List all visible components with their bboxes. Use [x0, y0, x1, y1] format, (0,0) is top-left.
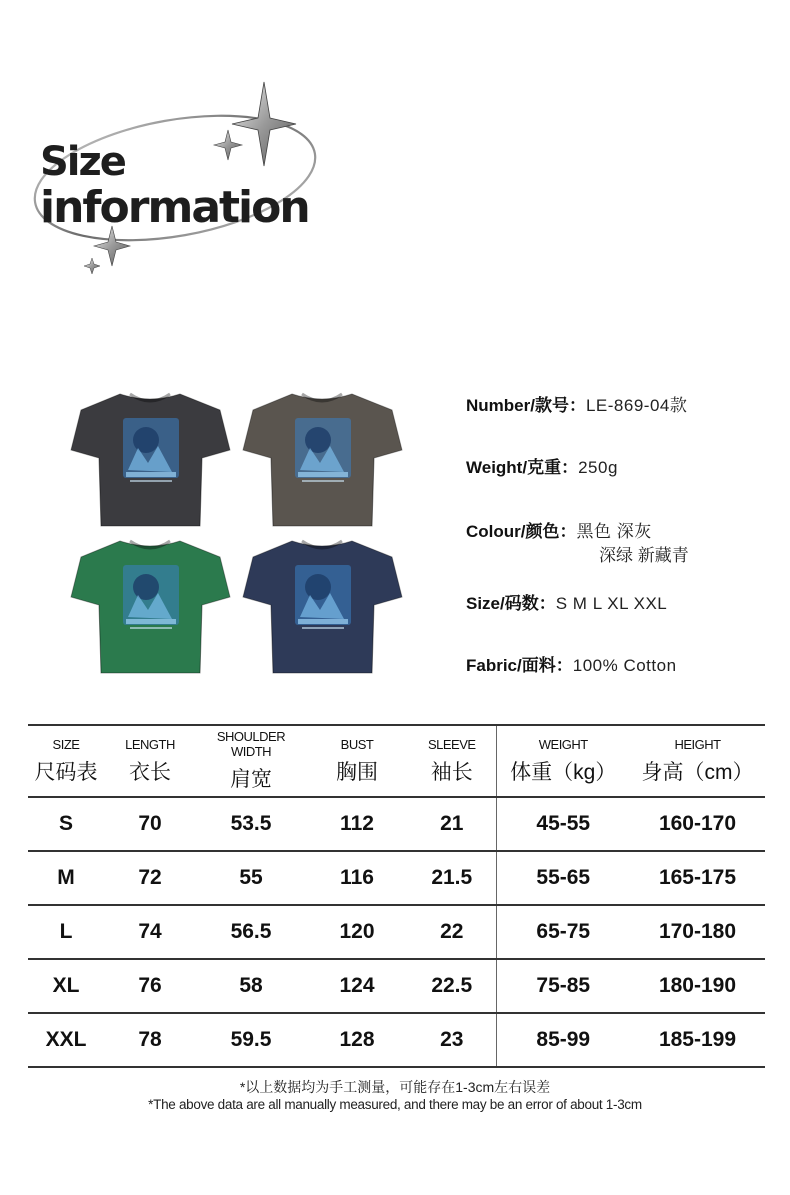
cell-size: S: [58, 812, 73, 835]
header-height: HEIGHT 身高（cm）: [641, 736, 754, 784]
tshirt-graphic: [240, 388, 405, 530]
spec-size-label: Size/码数：: [466, 594, 556, 613]
cell-length: 72: [138, 866, 162, 889]
cell-bust: 112: [340, 812, 374, 835]
cell-length: 70: [138, 812, 162, 835]
cell-size: XL: [52, 974, 80, 997]
spec-weight: [466, 456, 618, 480]
logo-title-size: Size: [40, 139, 125, 185]
cell-shoulder: 53.5: [230, 812, 272, 835]
header-bust: BUST 胸围: [336, 736, 378, 784]
spec-colour-value-line2: 深绿 新藏青: [599, 546, 689, 565]
cell-height: 185-199: [658, 1028, 737, 1051]
cell-size: XXL: [45, 1028, 87, 1051]
cell-shoulder: 59.5: [230, 1028, 272, 1051]
header-length: LENGTH 衣长: [125, 736, 175, 784]
measurement-note-english: *The above data are all manually measured, and there may be an error of about 1-3cm: [148, 1097, 642, 1112]
spec-weight-label: Weight/克重：: [466, 458, 579, 477]
cell-bust: 116: [340, 866, 374, 889]
table-row: [28, 851, 765, 905]
tshirt-image-black: [68, 388, 233, 530]
table-header-row: [28, 725, 765, 797]
spec-number: [466, 394, 687, 418]
tshirt-image-dark-gray: [240, 388, 405, 530]
table-row: [28, 959, 765, 1013]
cell-weight: 45-55: [496, 797, 630, 851]
cell-size: M: [57, 866, 75, 889]
size-chart-table: [28, 724, 765, 1068]
table-row: [28, 905, 765, 959]
spec-fabric-label: Fabric/面料：: [466, 656, 573, 675]
cell-weight: 85-99: [496, 1013, 630, 1067]
cell-size: L: [59, 920, 73, 943]
measurement-note-chinese: *以上数据均为手工测量，可能存在1-3cm左右误差: [239, 1079, 551, 1095]
cell-length: 76: [138, 974, 162, 997]
spec-number-value: LE-869-04款: [585, 396, 688, 415]
cell-height: 165-175: [658, 866, 737, 889]
cell-weight: 55-65: [496, 851, 630, 905]
cell-sleeve: 21.5: [431, 866, 473, 889]
tshirt-graphic: [68, 388, 233, 530]
header-sleeve: SLEEVE 袖长: [427, 736, 476, 784]
header-weight: WEIGHT 体重（kg）: [496, 725, 630, 797]
tshirt-image-navy: [240, 535, 405, 677]
cell-shoulder: 55: [239, 866, 263, 889]
spec-fabric: [466, 654, 677, 678]
cell-weight: 65-75: [496, 905, 630, 959]
cell-bust: 124: [339, 974, 375, 997]
spec-fabric-value: 100% Cotton: [572, 656, 677, 675]
tshirt-graphic: [240, 535, 405, 677]
header-size: SIZE 尺码表: [34, 736, 98, 784]
sparkle-icon: [232, 82, 296, 166]
spec-colour: [466, 520, 689, 568]
cell-sleeve: 22.5: [431, 974, 473, 997]
cell-shoulder: 58: [239, 974, 263, 997]
cell-length: 74: [138, 920, 162, 943]
cell-bust: 128: [339, 1028, 375, 1051]
table-row: [28, 797, 765, 851]
spec-size: [466, 592, 667, 616]
cell-weight: 75-85: [496, 959, 630, 1013]
cell-sleeve: 22: [440, 920, 464, 943]
table-row: [28, 1013, 765, 1067]
spec-colour-value-line1: 黑色 深灰: [576, 522, 652, 541]
cell-length: 78: [138, 1028, 162, 1051]
spec-number-label: Number/款号：: [466, 396, 586, 415]
spec-size-value: S M L XL XXL: [555, 594, 668, 613]
cell-height: 160-170: [658, 812, 737, 835]
header-shoulder-width: SHOULDER WIDTH 肩宽: [216, 729, 286, 791]
spec-weight-value: 250g: [578, 458, 618, 477]
logo-title-information: information: [40, 182, 309, 233]
cell-height: 170-180: [658, 920, 737, 943]
tshirt-image-dark-green: [68, 535, 233, 677]
spec-colour-label: Colour/颜色：: [466, 522, 577, 541]
size-information-logo: [20, 80, 330, 280]
cell-height: 180-190: [658, 974, 737, 997]
cell-sleeve: 23: [440, 1028, 464, 1051]
cell-sleeve: 21: [440, 812, 464, 835]
cell-bust: 120: [339, 920, 375, 943]
sparkle-icon: [214, 130, 242, 160]
sparkle-icon: [84, 258, 100, 274]
cell-shoulder: 56.5: [230, 920, 272, 943]
tshirt-graphic: [68, 535, 233, 677]
